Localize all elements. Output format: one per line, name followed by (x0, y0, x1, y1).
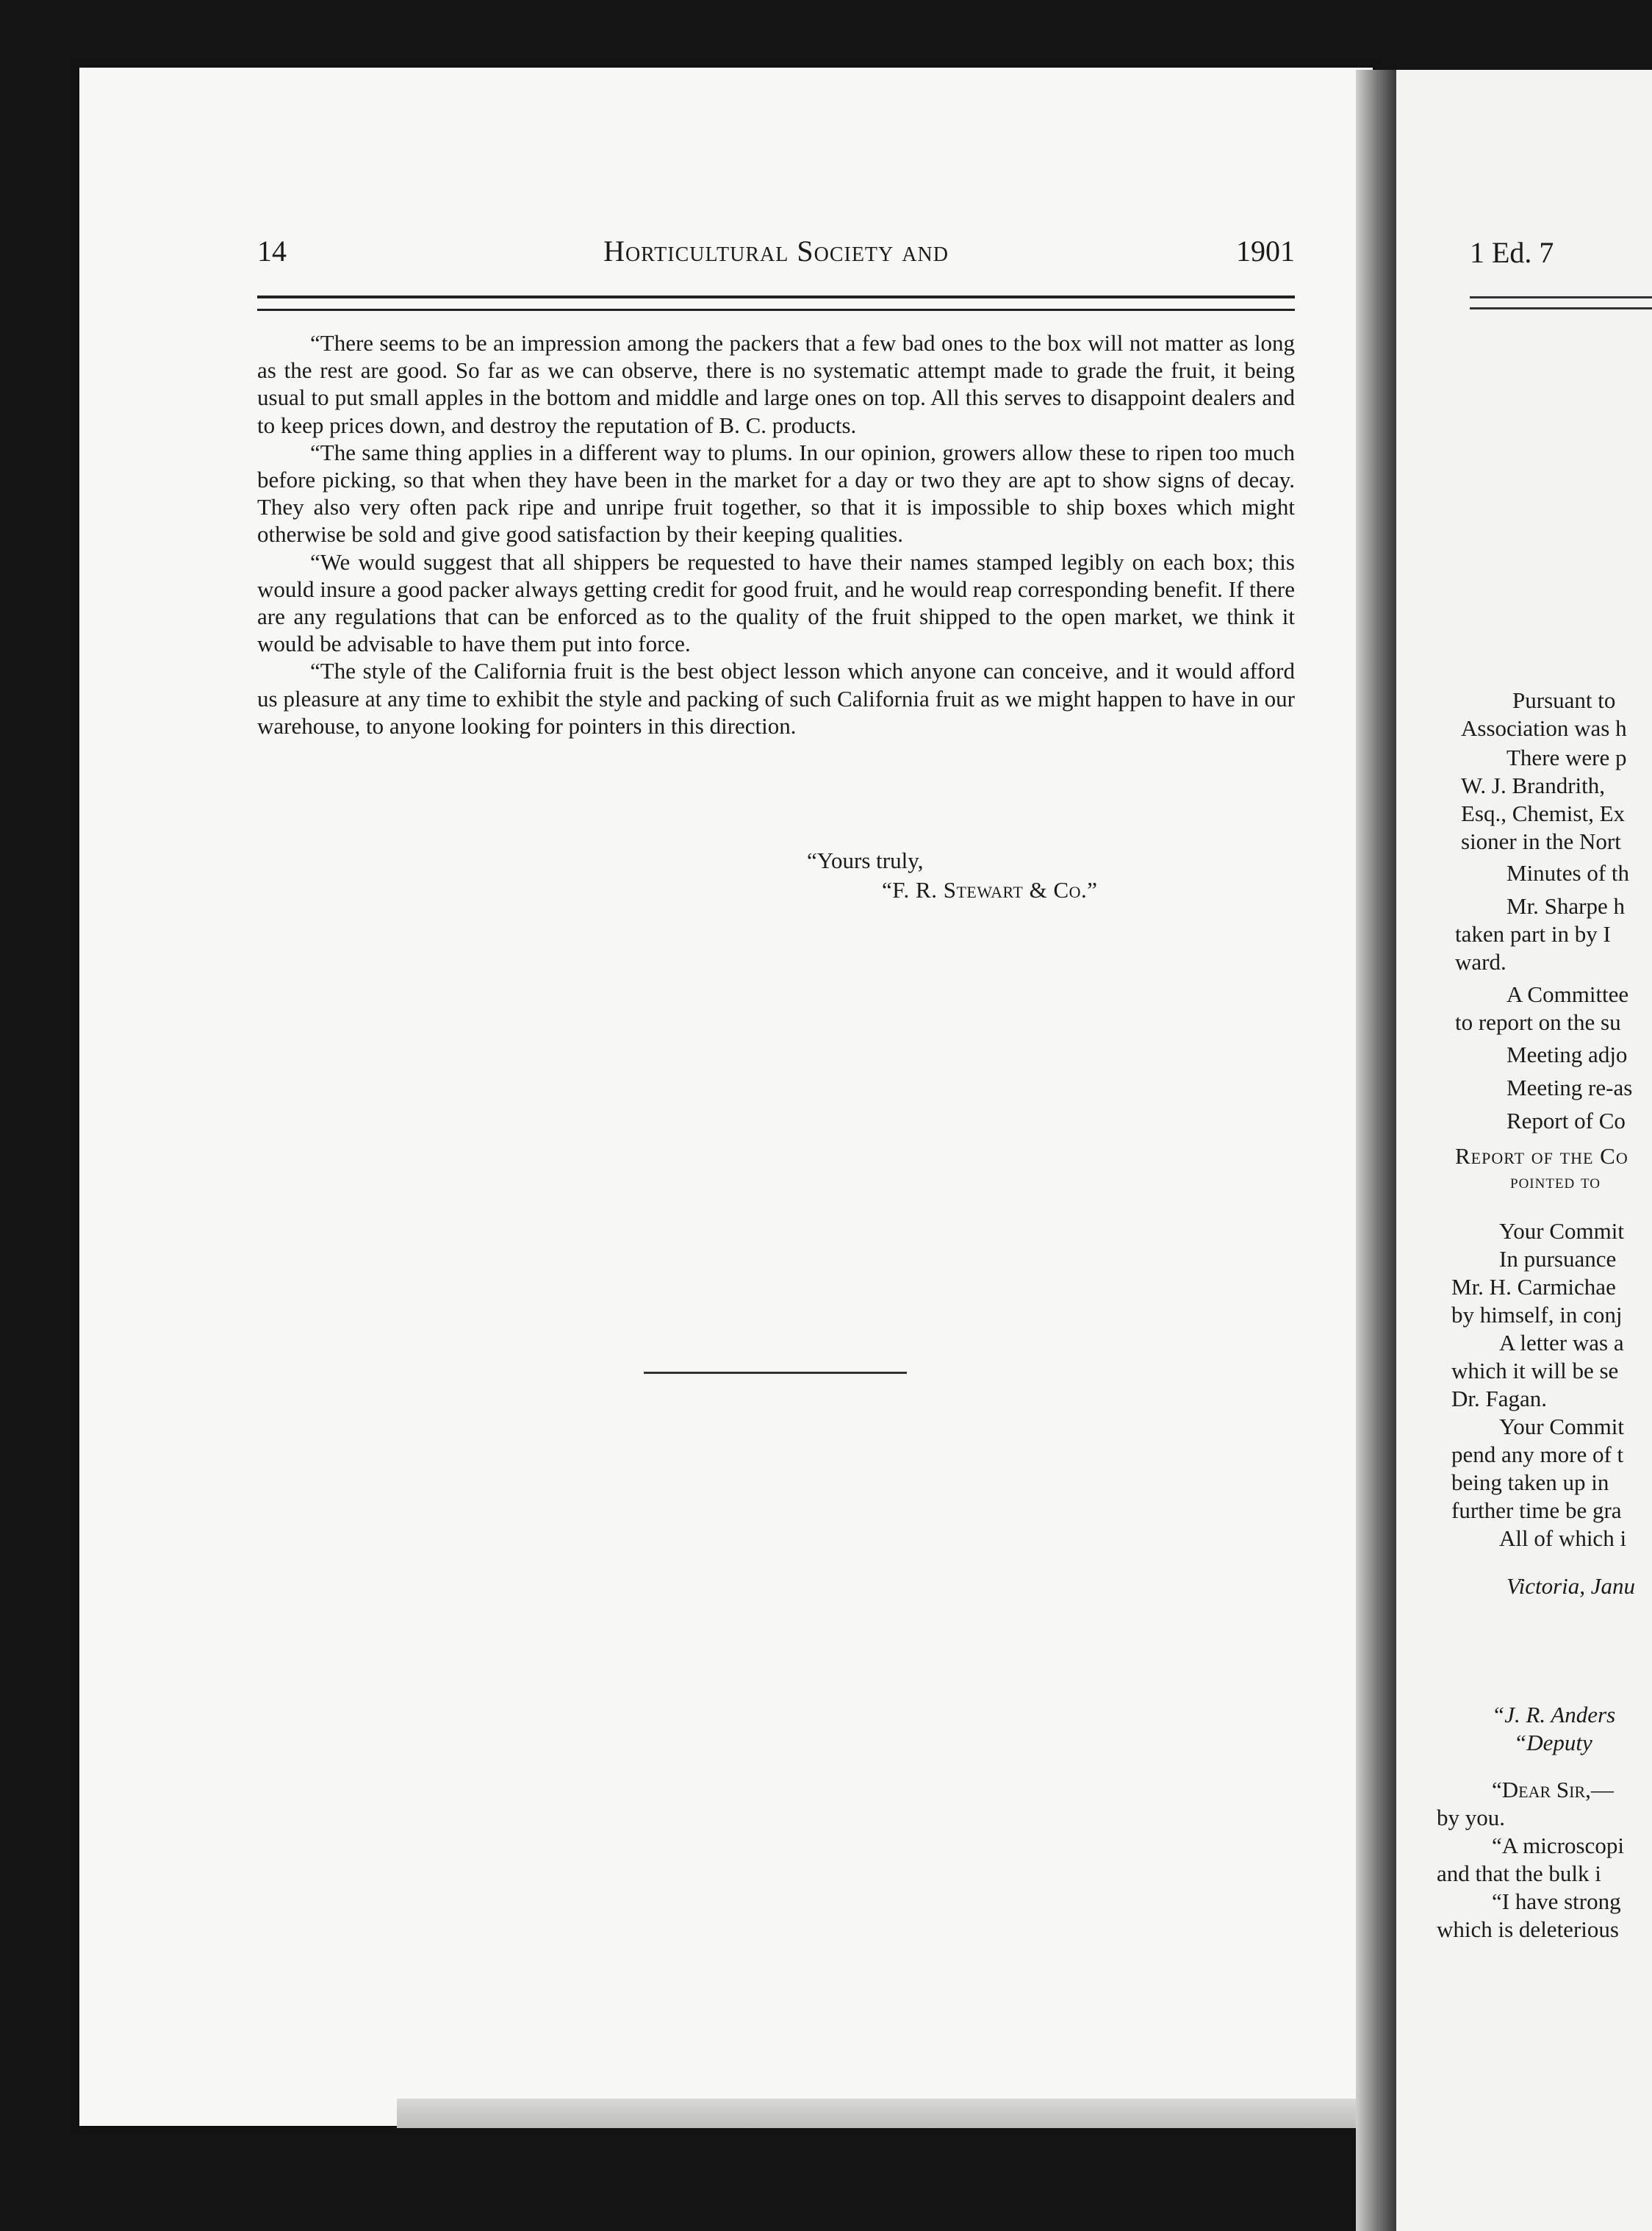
right-line: pend any more of t (1451, 1442, 1624, 1467)
right-line: “Dear Sir,— (1492, 1777, 1614, 1802)
right-line: Esq., Chemist, Ex (1461, 801, 1626, 826)
letter-signature (882, 877, 1098, 903)
right-line: Report of Co (1506, 1108, 1626, 1134)
right-page-header: 1 Ed. 7 (1470, 236, 1554, 269)
right-page (1396, 70, 1652, 2231)
header-double-rule (257, 296, 1295, 311)
right-line: “A microscopi (1492, 1833, 1624, 1858)
right-header-rule (1470, 296, 1652, 309)
letter-body (257, 329, 1295, 740)
signature-prefix: “F. R. (882, 877, 944, 903)
right-line: “I have strong (1492, 1888, 1621, 1914)
right-line: which it will be se (1451, 1358, 1619, 1383)
right-line: sioner in the Nort (1461, 828, 1621, 854)
right-line: by you. (1437, 1805, 1505, 1830)
right-line: Mr. H. Carmichae (1451, 1274, 1616, 1300)
right-line: which is deleterious (1437, 1916, 1619, 1942)
right-line: Meeting adjo (1506, 1042, 1628, 1067)
right-line: Pursuant to (1512, 687, 1616, 713)
page-stack-edge (397, 2099, 1374, 2128)
right-line: by himself, in conj (1451, 1302, 1623, 1328)
right-line: and that the bulk i (1437, 1861, 1601, 1886)
paragraph-1: “There seems to be an impression among the packers that a few bad ones to the box will not matter as long as the rest are good. So far as we can observe, there is no systematic attempt made to grade the fruit, it being usual to put small apples in the bottom and middle and large ones on top. All this serves to disappoint dealers and to keep prices down, and destroy the reputation of B. C. products. (257, 330, 1295, 438)
right-line: being taken up in (1451, 1469, 1609, 1495)
running-title: Horticultural Society and (603, 234, 949, 268)
right-line: In pursuance (1499, 1246, 1617, 1272)
right-line: ward. (1455, 949, 1506, 975)
right-line: Your Commit (1499, 1218, 1624, 1244)
right-line: Meeting re-as (1506, 1075, 1633, 1100)
right-line: Your Commit (1499, 1414, 1624, 1439)
right-line: Minutes of th (1506, 860, 1630, 886)
right-line: A Committee (1506, 981, 1629, 1007)
section-end-rule (644, 1372, 907, 1374)
page-number: 14 (257, 234, 287, 268)
right-line: All of which i (1499, 1525, 1627, 1551)
signature-name: Stewart & Co. (943, 877, 1088, 903)
book-gutter (1356, 70, 1400, 2231)
right-line: Mr. Sharpe h (1506, 893, 1626, 919)
paragraph-2: “The same thing applies in a different way to plums. In our opinion, growers allow these to ripen too much before picking, so that when they have been in the market for a day or two they are apt to show signs of decay. They also very often pack ripe and unripe fruit together, so that it is impossible to ship boxes which might otherwise be sold and give good satisfaction by their keeping qualities. (257, 439, 1295, 548)
page-header (257, 234, 1295, 275)
right-line: Association was h (1461, 715, 1627, 741)
right-line: W. J. Brandrith, (1461, 773, 1606, 798)
right-line: Report of the Co (1455, 1143, 1628, 1169)
right-line: Victoria, Janu (1506, 1573, 1636, 1599)
right-line: pointed to (1510, 1170, 1601, 1192)
right-line: A letter was a (1499, 1330, 1624, 1356)
right-line: taken part in by I (1455, 921, 1611, 947)
signature-suffix: ” (1087, 877, 1098, 903)
letter-closing: “Yours truly, (807, 848, 924, 873)
page-year: 1901 (1236, 234, 1295, 268)
right-line: to report on the su (1455, 1009, 1621, 1035)
paragraph-3: “We would suggest that all shippers be requested to have their names stamped legibly on each box; this would insure a good packer always getting credit for good fruit, and he would reap corresponding benefit. If there are any regulations that can be enforced as to the quality of the fruit shipped to the open market, we think it would be advisable to have them put into force. (257, 548, 1295, 657)
right-line: further time be gra (1451, 1497, 1622, 1523)
right-line: “J. R. Anders (1492, 1702, 1616, 1727)
right-line: There were p (1506, 745, 1627, 770)
right-line: Dr. Fagan. (1451, 1386, 1548, 1411)
right-line: “Deputy (1514, 1730, 1592, 1755)
paragraph-4: “The style of the California fruit is the best object lesson which anyone can conceive, and it would afford us pleasure at any time to exhibit the style and packing of such California fruit as we might happen to have in our warehouse, to anyone looking for pointers in this direction. (257, 658, 1295, 739)
